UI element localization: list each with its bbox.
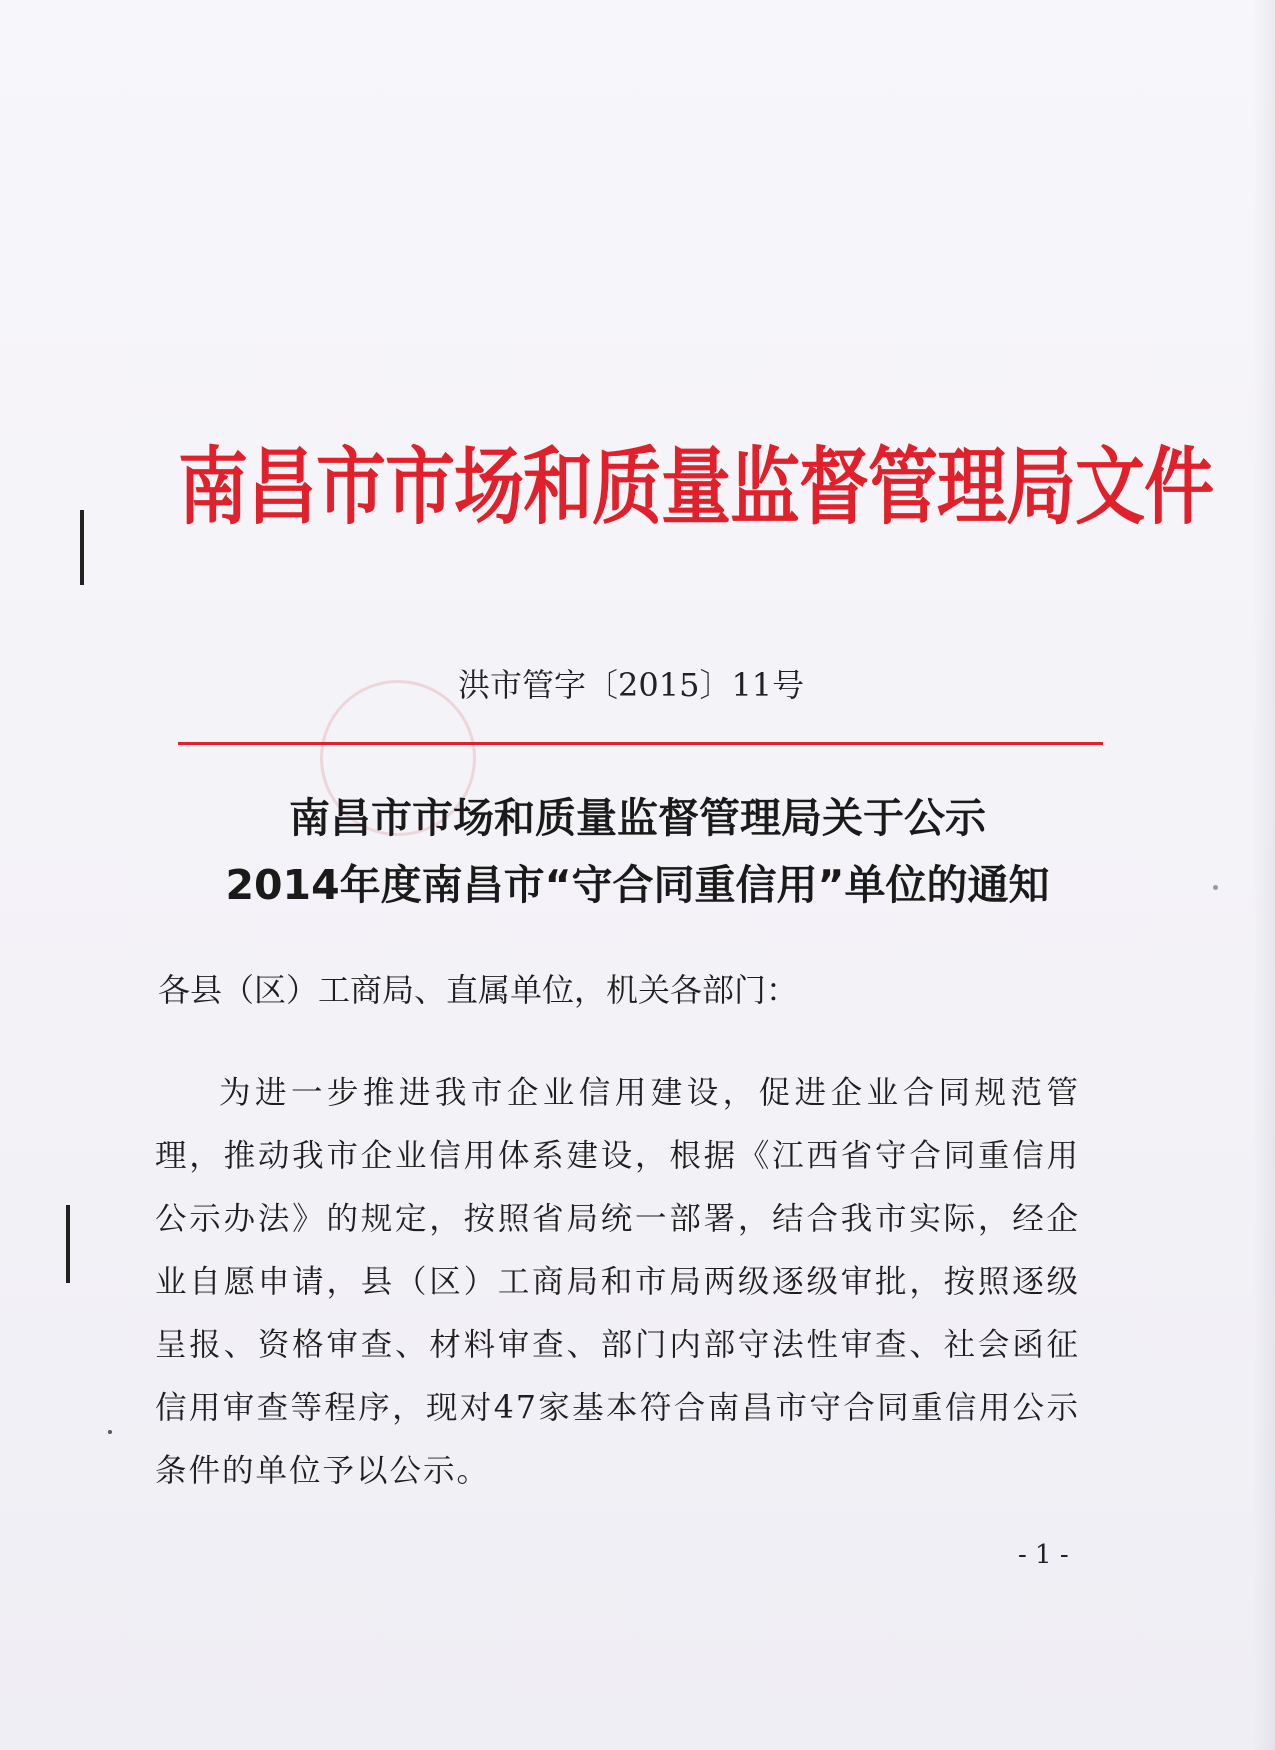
scan-speck [108,1430,112,1434]
scan-speck [1213,885,1218,890]
page-edge-shadow [1253,0,1275,1750]
header-divider-line [178,742,1103,745]
notice-title-line1: 南昌市市场和质量监督管理局关于公示 [289,794,986,842]
body-paragraph: 为进一步推进我市企业信用建设，促进企业合同规范管理，推动我市企业信用体系建设，根据《江西省守合同重信用公示办法》的规定，按照省局统一部署，结合我市实际，经企业自愿申请，县（区）工商局和市局两级逐级审批，按照逐级呈报、资格审查、材料审查、部门内部守法性审查、社会函征信用审查等程序，现对47家基本符合南昌市守合同重信用公示条件的单位予以公示。 [155,1074,1080,1489]
page-number: - 1 - [1018,1540,1069,1570]
binding-mark-top [80,510,84,585]
document-header-title: 南昌市市场和质量监督管理局文件 [178,438,1213,537]
binding-mark-bottom [66,1205,70,1283]
notice-title-line2: 2014年度南昌市“守合同重信用”单位的通知 [225,861,1050,909]
salutation: 各县（区）工商局、直属单位，机关各部门： [158,971,799,1009]
document-number: 洪市管字〔2015〕11号 [458,666,805,704]
